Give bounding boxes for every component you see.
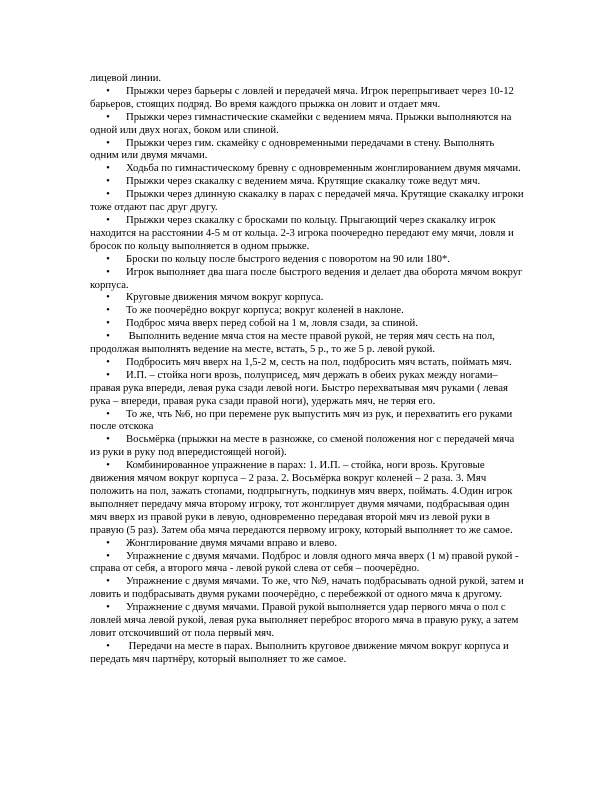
bullet-icon: • [106,317,110,330]
list-item-text: Игрок выполняет два шага после быстрого ведения и делает два оборота мячом вокруг корпуса. [90,265,523,291]
bullet-icon: • [106,407,110,420]
bullet-icon: • [106,330,110,343]
document-body [90,72,525,666]
list-item [90,253,525,266]
bullet-icon: • [106,213,110,226]
bullet-icon: • [106,265,110,278]
list-item [90,137,525,163]
bullet-icon: • [106,304,110,317]
list-item-text: Прыжки через гим. скамейку с одновременными передачами в стену. Выполнять одним или двумя мячами. [90,136,495,162]
list-item [90,537,525,550]
bullet-icon: • [106,175,110,188]
bullet-icon: • [106,639,110,652]
list-item-text: Передачи на месте в парах. Выполнить круговое движение мячом вокруг корпуса и передать мяч партнёру, который выполняет то же самое. [90,639,509,665]
list-item-text: Жонглирование двумя мячами вправо и влево. [126,536,338,549]
list-item-text: Броски по кольцу после быстрого ведения с поворотом на 90 или 180*. [126,252,450,265]
list-item [90,330,525,356]
list-item-text: Прыжки через скакалку с бросками по кольцу. Прыгающий через скакалку игрок находится на расстоянии 4-5 м от кольца. 2-3 игрока поочередно передают ему мячи, ловля и бросок по кольцу выполняется в одном прыжке. [90,213,514,252]
list-item [90,214,525,253]
list-item [90,291,525,304]
bullet-icon: • [106,291,110,304]
list-item-text: Упражнение с двумя мячами. Подброс и ловля одного мяча вверх (1 м) правой рукой - справа от себя, а второго мяча - левой рукой слева от себя – поочерёдно. [90,549,519,575]
list-item-text: Упражнение с двумя мячами. То же, что №9, начать подбрасывать одной рукой, затем и ловить и подбрасывать двумя руками поочерёдно, с перебежкой от одного мяча к другому. [90,575,524,601]
list-item-text: То же, чть №6, но при перемене рук выпустить мяч из рук, и перехватить его руками после отскока [90,407,513,433]
list-item-text: Выполнить ведение мяча стоя на месте правой рукой, не теряя мяч сесть на пол, продолжая выполнять ведение на месте, встать, 5 р., то же 5 р. левой рукой. [90,330,495,356]
list-item [90,459,525,536]
bullet-icon: • [106,575,110,588]
list-item-text: Прыжки через скакалку с ведением мяча. Крутящие скакалку тоже ведут мяч. [126,175,481,188]
bullet-icon: • [106,162,110,175]
list-item [90,550,525,576]
list-item [90,640,525,666]
list-item [90,175,525,188]
list-item-text: Подброс мяча вверх перед собой на 1 м, ловля сзади, за спиной. [126,317,418,330]
list-item [90,111,525,137]
bullet-icon: • [106,459,110,472]
list-item [90,317,525,330]
list-item-text: Восьмёрка (прыжки на месте в разножке, со сменой положения ног с передачей мяча из руки в руку под впередистоящей ногой). [90,433,515,459]
bullet-icon: • [106,252,110,265]
bullet-icon: • [106,188,110,201]
list-item [90,408,525,434]
bullet-icon: • [106,368,110,381]
list-item [90,369,525,408]
bullet-icon: • [106,355,110,368]
list-item [90,266,525,292]
bullet-icon: • [106,601,110,614]
list-item-text: Круговые движения мячом вокруг корпуса. [126,291,324,304]
list-item [90,162,525,175]
list-item-text: Подбросить мяч вверх на 1,5-2 м, сесть на пол, подбросить мяч встать, поймать мяч. [126,355,512,368]
list-item-text: Ходьба по гимнастическому бревну с одновременным жонглированием двумя мячами. [126,162,521,175]
list-item [90,304,525,317]
list-item [90,85,525,111]
bullet-icon: • [106,549,110,562]
list-item-text: То же поочерёдно вокруг корпуса; вокруг коленей в наклоне. [126,304,404,317]
list-item [90,356,525,369]
list-item [90,188,525,214]
list-item-text: Прыжки через гимнастические скамейки с ведением мяча. Прыжки выполняются на одной или двух ногах, боком или спиной. [90,110,512,136]
list-item [90,601,525,640]
list-item-text: И.П. – стойка ноги врозь, полуприсед, мяч держать в обеих руках между ногами– правая рука впереди, левая рука сзади левой ноги. Быстро перехватывая мяч руками ( левая рука – впереди, правая рука сзади правой ноги), удержать мяч, не теряя его. [90,368,508,407]
list-item [90,433,525,459]
list-item-text: Прыжки через длинную скакалку в парах с передачей мяча. Крутящие скакалку игроки тоже отдают пас друг другу. [90,188,524,214]
bullet-icon: • [106,536,110,549]
list-item-text: Упражнение с двумя мячами. Правой рукой выполняется удар первого мяча о пол с ловлей мяча левой рукой, левая рука выполняет переброс второго мяча в правую руку, а затем ловит отскочивший от пола первый мяч. [90,601,519,639]
bullet-icon: • [106,84,110,97]
list-item-text: Комбинированное упражнение в парах: 1. И.П. – стойка, ноги врозь. Круговые движения мячом вокруг корпуса – 2 раза. 2. Восьмёрка вокруг коленей – 2 раза. 3. Мяч положить на пол, зажать стопами, подпрыгнуть, подкинув мяч вверх, поймать. 4.Один игрок выполняет передачу мяча второму игроку, тот жонглирует двумя мячами, подбрасывая один мяч вверх из правой руки в левую, одновременно передавая второй мяч из левой руки в правую (5 раз). Затем оба мяча передаются первому игроку, который выполняет то же самое. [90,459,513,536]
list-item-text: Прыжки через барьеры с ловлей и передачей мяча. Игрок перепрыгивает через 10-12 барьеров, стоящих подряд. Во время каждого прыжка он ловит и отдает мяч. [90,84,514,110]
bullet-icon: • [106,110,110,123]
bullet-icon: • [106,433,110,446]
list-item [90,575,525,601]
lead-line: лицевой линии. [90,72,162,84]
bullet-icon: • [106,136,110,149]
